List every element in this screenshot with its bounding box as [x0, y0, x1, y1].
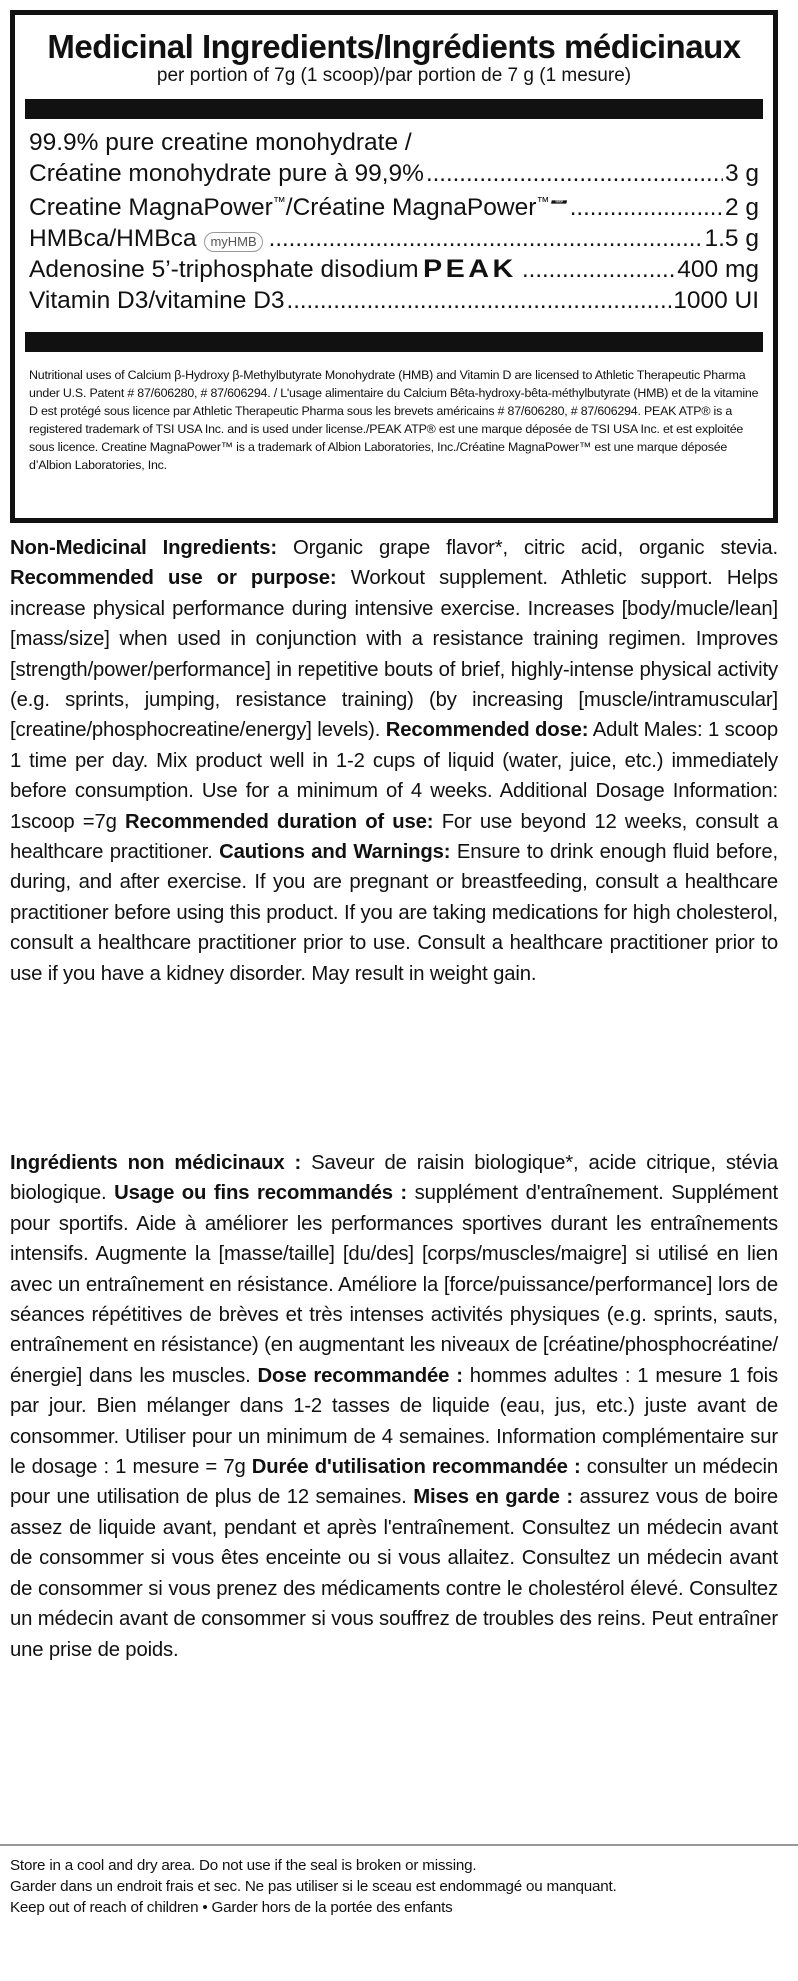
ingredient-amount: 1.5 g: [704, 225, 759, 252]
footer-line-children: Keep out of reach of children • Garder hors de la portée des enfants: [10, 1899, 453, 1916]
svg-text:CREATINE: CREATINE: [555, 201, 564, 203]
myhmb-logo: myHMB: [204, 232, 262, 252]
ingredient-row-hmb: [29, 223, 759, 254]
heading-cautions: Cautions and Warnings:: [219, 841, 451, 864]
ingredient-amount: 1000 UI: [673, 287, 759, 314]
footer-divider: [0, 1844, 798, 1846]
storage-footer: [10, 1855, 780, 1918]
dot-leader: [426, 158, 723, 189]
ingredient-row-magnapower: Creatine MagnaPower™/Créatine MagnaPower™ CREATINE MagnaPower ..... 2 g: [29, 189, 759, 223]
ingredient-name: Vitamin D3/vitamine D3: [29, 287, 285, 314]
license-fine-print: Nutritional uses of Calcium β-Hydroxy β-Methylbutyrate Monohydrate (HMB) and Vitamin D are licensed to Athletic Therapeutic Pharma under U.S. Patent # 87/606280, # 87/606294. / L'usage alimentaire du Calcium Bêta-hydroxy-bêta-méthylbutyrate (HMB) et de la vitamine D est protégé sous licence par Athletic Therapeutic Pharma sous les brevets américains # 87/606280, # 87/606294. PEAK ATP® is a registered trademark of TSI USA Inc. and is used under license./PEAK ATP® est une marque déposée de TSI USA Inc. et est exploitée sous licence. Creatine MagnaPower™ is a trademark of Albion Laboratories, Inc./Créatine MagnaPower™ est une marque déposée d’Albion Laboratories, Inc.: [29, 368, 759, 472]
ingredient-row-atp: [29, 254, 759, 285]
medicinal-ingredients-panel: [10, 10, 778, 523]
svg-text:MagnaPower: MagnaPower: [555, 203, 563, 205]
panel-title: Medicinal Ingredients/Ingrédients médicinaux: [47, 28, 741, 65]
dot-leader: [287, 285, 672, 316]
ingredient-row-vitamin-d3: [29, 285, 759, 316]
heading-non-medicinal: Non-Medicinal Ingredients:: [10, 537, 277, 559]
english-directions: Non-Medicinal Ingredients: Organic grape flavor*, citric acid, organic stevia. Recommended use or purpose: Workout supplement. Athletic support. Helps increase physical performance during intensive exercise. Increases [body/mucle/lean] [mass/size] when used in conjunction with a resistance training regimen. Improves [strength/power/performance] in repetitive bouts of brief, highly-intense physical activity (e.g. sprints, jumping, resistance training) (by increasing [muscle/intramuscular] [creatine/phosphocreatine/energy] levels). Recommended dose: Adult Males: 1 scoop 1 time per day. Mix product well in 1-2 cups of liquid (water, juice, etc.) immediately before consumption. Use for a minimum of 4 weeks. Additional Dosage Information: 1scoop =7g Recommended duration of use: For use beyond 12 weeks, consult a healthcare practitioner. Cautions and Warnings: Ensure to drink enough fluid before, during, and after exercise. If you are pregnant or breastfeeding, consult a healthcare practitioner before using this product. If you are taking medications for high cholesterol, consult a healthcare practitioner prior to use. Consult a healthcare practitioner prior to use if you have a kidney disorder. May result in weight gain.: [10, 537, 779, 985]
ingredient-amount: 3 g: [724, 160, 759, 187]
panel-subtitle: per portion of 7g (1 scoop)/par portion de 7 g (1 mesure): [156, 65, 632, 86]
french-directions: Ingrédients non médicinaux : Saveur de raisin biologique*, acide citrique, stévia biologique. Usage ou fins recommandés : supplément d'entraînement. Supplément pour sportifs. Aide à améliorer les performances sportives durant les entraînements intensifs. Augmente la [masse/taille] [du/des] [corps/muscles/maigre] si utilisé en lien avec un entraînement en résistance. Améliore la [force/puissance/performance] lors de séances répétitives de brèves et très intenses activités physiques (e.g. sprints, sauts, entraînement en résistance) (en augmentant les niveaux de [créatine/phosphocréatine/énergie] dans les muscles. Dose recommandée : hommes adultes : 1 mesure 1 fois par jour. Bien mélanger dans 1-2 tasses de liquide (eau, jus, etc.) juste avant de consommer. Utiliser pour un minimum de 4 semaines. Information complémentaire sur le dosage : 1 mesure = 7g Durée d'utilisation recommandée : consulter un médecin pour une utilisation de plus de 12 semaines. Mises en garde : assurez vous de boire assez de liquide avant, pendant et après l'entraînement. Consultez un médecin avant de consommer si vous êtes enceinte ou si vous allaitez. Consultez un médecin avant de consommer si vous prenez des médicaments contre le cholestérol élevé. Consultez un médecin avant de consommer si vous souffrez de troubles des reins. Peut entraîner une prise de poids.: [10, 1152, 779, 1661]
heading-recommended-dose: Recommended dose:: [385, 719, 589, 742]
ingredient-list: [15, 119, 773, 332]
creatine-magnapower-logo: [551, 189, 567, 215]
heading-recommended-use: Recommended use or purpose:: [10, 567, 337, 590]
dot-leader: [570, 192, 723, 223]
heading-mises-en-garde: Mises en garde :: [413, 1486, 573, 1509]
ingredient-name: HMBca/HMBca: [29, 225, 197, 252]
footer-line-storage-en: Store in a cool and dry area. Do not use if the seal is broken or missing.: [10, 1857, 477, 1874]
heading-duration: Recommended duration of use:: [125, 810, 434, 833]
heading-dose: Dose recommandée :: [257, 1364, 463, 1387]
ingredient-name: Adenosine 5’-triphosphate disodium: [29, 256, 419, 283]
ingredient-row-creatine-line1: 99.9% pure creatine monohydrate /: [29, 129, 412, 156]
peak-logo: PEAK: [422, 255, 517, 283]
footer-line-storage-fr: Garder dans un endroit frais et sec. Ne pas utiliser si le sceau est endommagé ou manquant.: [10, 1878, 617, 1895]
dot-leader: [522, 254, 675, 285]
bottom-divider-bar: [25, 332, 763, 352]
heading-non-medicinaux: Ingrédients non médicinaux :: [10, 1152, 302, 1174]
ingredient-name: Creatine MagnaPower: [29, 194, 273, 221]
heading-duree: Durée d'utilisation recommandée :: [251, 1456, 581, 1479]
ingredient-name: Créatine monohydrate pure à 99,9%: [29, 160, 424, 187]
dot-leader: [269, 223, 703, 254]
ingredient-row-creatine: [29, 158, 759, 189]
ingredient-amount: 2 g: [724, 194, 759, 221]
heading-usage: Usage ou fins recommandés :: [114, 1182, 408, 1205]
top-divider-bar: [25, 99, 763, 119]
ingredient-amount: 400 mg: [677, 256, 759, 283]
